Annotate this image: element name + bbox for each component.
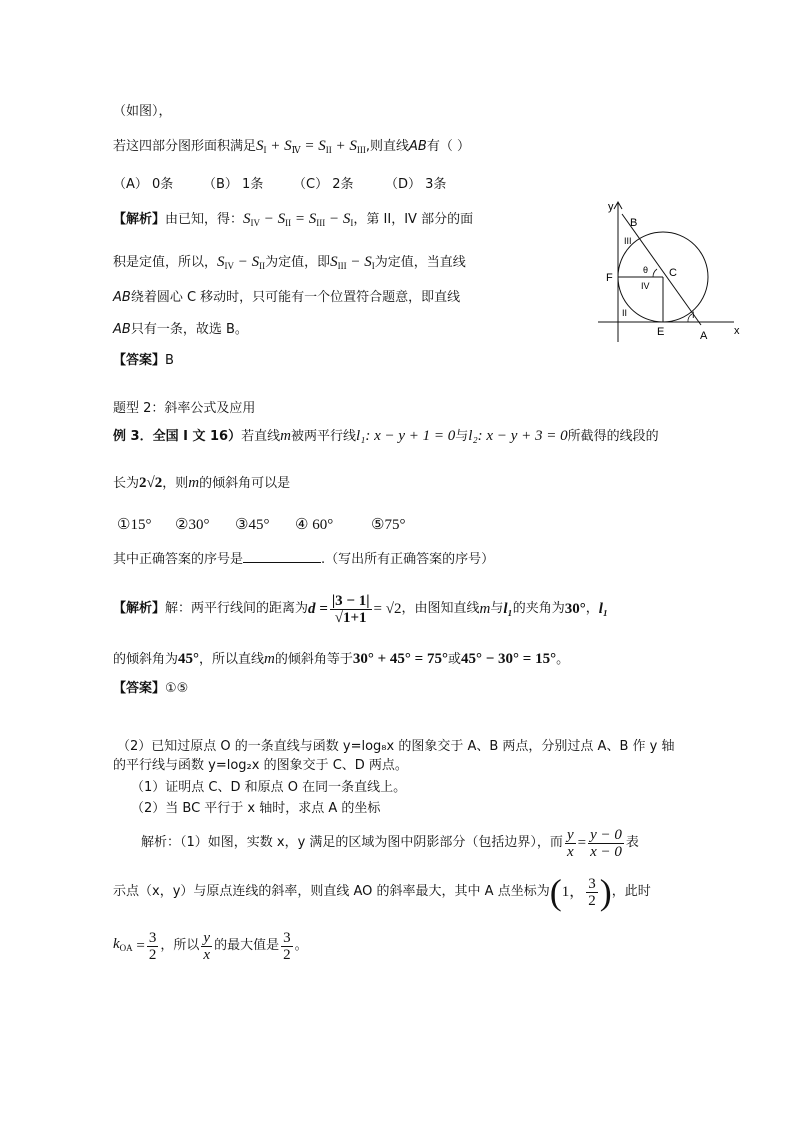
part2-line1: （2）已知过原点 O 的一条直线与函数 y=log₈x 的图象交于 A、B 两点，分别过点 A、B 作 y 轴	[117, 739, 675, 754]
type2-heading: 题型 2：斜率公式及应用	[113, 401, 256, 416]
part2-item2: （2）当 BC 平行于 x 轴时，求点 A 的坐标	[131, 801, 381, 816]
label-region-ii: II	[622, 308, 628, 318]
q1-analysis-line4: AB只有一条，故选 B。	[113, 322, 248, 337]
label-x: x	[734, 325, 740, 337]
q1-analysis-line1: 【解析】由已知，得：$S_{IV} - S_{II} = S_{III} - S_I$，第 II，IV 部分的面	[113, 211, 474, 228]
label-c: C	[669, 267, 677, 279]
choice-5: ⑤75°	[371, 517, 406, 533]
choice-1: ①15°	[117, 517, 152, 533]
label-a: A	[700, 330, 708, 342]
part2-solution-line3: $k_{OA}$ = $\frac{3}{2}$ ，所以 $\frac{y}{x}$ 的最大值是 $\frac{3}{2}$ 。	[113, 929, 308, 963]
line-ab	[622, 214, 701, 325]
example3-fill: 其中正确答案的序号是 .（写出所有正确答案的序号）	[113, 552, 495, 567]
slope-fraction: $\frac{y - 0}{x - 0}$	[590, 826, 622, 860]
circle-figure	[594, 196, 754, 346]
label-region-iii: III	[624, 236, 632, 246]
option-b: （B） 1条	[203, 177, 264, 192]
label-b: B	[630, 217, 638, 229]
example3-answer: 【答案】①⑤	[113, 681, 189, 696]
part2-item1: （1）证明点 C、D 和原点 O 在同一条直线上。	[131, 780, 407, 795]
part2-solution-line1: 解析：（1）如图，实数 x，y 满足的区域为图中阴影部分（包括边界），而 $\frac{y}{x}$ = $\frac{y - 0}{x - 0}$ 表	[141, 826, 639, 860]
label-region-iv: IV	[641, 281, 650, 291]
distance-fraction: $\frac{|3 - 1|}{√1+1}$	[331, 592, 370, 626]
choice-4: ④ 60°	[295, 517, 334, 533]
option-c: （C） 2条	[293, 177, 354, 192]
option-a: （A） 0条	[113, 177, 174, 192]
k-fraction: $\frac{3}{2}$	[148, 929, 157, 963]
q1-intro: （如图），	[113, 104, 172, 119]
q1-analysis-line2: 积是定值，所以，$S_{IV} - S_{II}$为定值，即$S_{III} - S_I$为定值，当直线	[113, 254, 466, 271]
part2-solution-line2: 示点（x，y）与原点连线的斜率，则直线 AO 的斜率最大，其中 A 点坐标为 ( 1， $\frac{3}{2}$ ) ，此时	[113, 872, 651, 912]
part2-line2: 的平行线与函数 y=log₂x 的图象交于 C、D 两点。	[113, 758, 408, 773]
coord-fraction: $\frac{3}{2}$	[588, 875, 596, 909]
example3-analysis-line1: 【解析】 解：两平行线间的距离为 d = $\frac{|3 - 1|}{√1+1}$ = √2 ，由图知直线 m 与 l₁ 的夹角为 30° ， l₁	[113, 592, 609, 626]
area-equation: $S_I + S_Ⅳ = S_{II} + S_{III}$	[256, 138, 366, 155]
label-f: F	[606, 272, 613, 284]
label-region-i: I	[692, 310, 695, 320]
label-y: y	[608, 201, 614, 213]
q1-condition: 若这四部分图形面积满足$S_I + S_Ⅳ = S_{II} + S_{III}$,则直线AB有（ ）	[113, 138, 470, 155]
y-over-x: $\frac{y}{x}$	[566, 826, 574, 860]
label-e: E	[657, 326, 665, 338]
theta-arc	[653, 269, 657, 277]
example3-line2: 长为2√2，则m的倾斜角可以是	[113, 475, 291, 491]
y-over-x-2: $\frac{y}{x}$	[203, 929, 211, 963]
example3-choices	[117, 516, 405, 535]
answer-blank	[243, 550, 321, 563]
max-fraction: $\frac{3}{2}$	[283, 929, 291, 963]
q1-analysis-line3: AB绕着圆心 C 移动时，只可能有一个位置符合题意，即直线	[113, 290, 461, 305]
q1-answer: 【答案】B	[113, 353, 174, 368]
q1-options	[113, 176, 446, 194]
example3-analysis-line2: 的倾斜角为45°，所以直线m的倾斜角等于30° + 45° = 75°或45° − 30° = 15°。	[113, 651, 570, 667]
choice-2: ②30°	[175, 517, 210, 533]
option-d: （D） 3条	[385, 177, 447, 192]
choice-3: ③45°	[235, 517, 270, 533]
example3-line1: 例 3．全国 I 文 16）若直线m被两平行线l₁: x − y + 1 = 0与l₂: x − y + 3 = 0所截得的线段的	[113, 428, 659, 444]
label-theta: θ	[643, 265, 649, 275]
